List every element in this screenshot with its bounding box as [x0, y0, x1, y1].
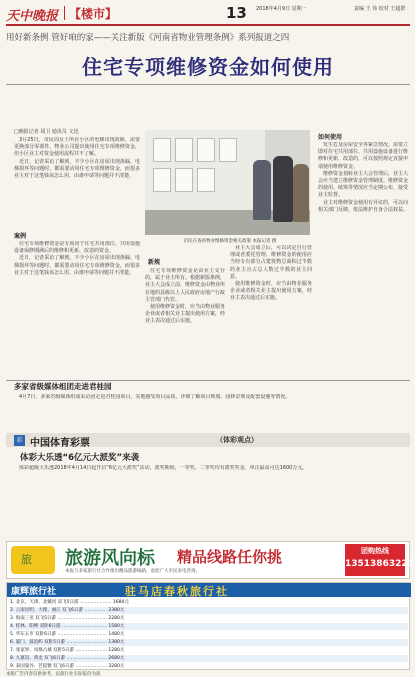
- notice-paper: [197, 168, 215, 192]
- notice-paper: [153, 138, 171, 162]
- lottery-title: 中国体育彩票: [30, 438, 90, 449]
- headline-rule: [6, 84, 410, 85]
- photo-caption: 市民在查看物业维修资金相关政策 本报记者 摄: [183, 239, 277, 244]
- paragraph: 使用维修资金时，应当由物业服务企业或者相关业主提出使用方案，经业主表决通过后实施。: [145, 304, 225, 325]
- paragraph: 4月7日，多家省级媒体组成采访团走进君桂园项目，实地感受项目品质，详细了解项目规划、园林景观及配套设施等情况。: [19, 394, 291, 400]
- masthead: [6, 4, 410, 26]
- subhead-case: 案例: [14, 233, 27, 240]
- paragraph: 业主对维修资金使用有异议的，可以向相关部门反映，依法维护自身合法权益。: [318, 199, 408, 213]
- paragraph: 维修资金划转业主大会管理后，业主大会应当建立维修资金管理制度。维修资金的使用、续筹等情况应当定期公布，接受业主监督。: [318, 170, 408, 199]
- travel-row: 3. 海南三亚 双飞5日游 …………………………… 2280元: [10, 616, 125, 621]
- band-article: [14, 394, 404, 430]
- ad-title: 旅游风向标: [65, 548, 155, 569]
- travel-agency-name: 驻马店春秋旅行社: [125, 585, 229, 598]
- travel-row: 9. 泰国曼谷、芭提雅 双飞6日游 ………………… 3280元: [10, 664, 125, 669]
- hotline-number[interactable]: 13513863223: [345, 559, 414, 569]
- section-title: 【楼市】: [69, 7, 118, 21]
- travel-header: [7, 583, 411, 597]
- paragraph: 住宅专项维修资金是专项用于住宅共用部位、共用设施设备保修期满后的维修和更新、改造的资金。: [14, 241, 140, 255]
- notice-paper: [197, 138, 215, 162]
- ad-description: 本报与多家旅行社合作推出精品旅游线路，欢迎广大市民来电咨询。: [65, 569, 200, 574]
- subhead-usage: 如何使用: [318, 134, 343, 141]
- lottery-article: [14, 465, 404, 537]
- article-right: [318, 142, 408, 374]
- notice-paper: [175, 138, 193, 162]
- ad-logo: 旅: [11, 546, 55, 574]
- person-figure: [293, 164, 309, 222]
- lottery-subtitle: （体彩观点）: [216, 436, 258, 444]
- newspaper-logo: 天中晚报: [6, 9, 59, 24]
- editor-line: 责编 王 伟 校对 王超群: [354, 6, 406, 12]
- lottery-mark: 彩: [14, 435, 25, 446]
- band-title: 多家省级媒体组团走进君桂园: [14, 382, 112, 391]
- travel-ad[interactable]: [6, 541, 414, 579]
- paragraph: 3月25日，市民周女士所在小区的电梯出现故障，需要更换部分零部件。物业公司提出使用住宅专项维修资金，但小区业主对资金使用流程并不了解。: [14, 137, 140, 158]
- notice-paper: [219, 138, 237, 162]
- paragraph: 发生危及房屋安全等紧急情况，需要立即对住宅共用部位、共用设施设备进行维修和更新、改造的，可以按照规定直接申请使用维修资金。: [318, 142, 408, 170]
- page-footer: 本版广告内容仅供参考，以旅行社实际报价为准: [6, 672, 101, 677]
- paragraph: 近日，记者采访了解到，不少小区在房屋出现渗漏、电梯损坏等问题时，都需要动用住宅专项维修资金，而很多业主对于这笔钱该怎么用、由谁申请等问题并不清楚。: [14, 158, 140, 180]
- paragraph: 使用维修资金时，应当由物业服务企业或者相关业主提出使用方案，经业主表决通过后实施。: [230, 281, 312, 302]
- travel-table: [6, 582, 410, 670]
- notice-paper: [175, 168, 193, 192]
- main-headline: 住宅专项维修资金如何使用: [82, 55, 334, 79]
- news-photo: [145, 130, 310, 235]
- article-intro: [14, 137, 140, 225]
- hotline-label: 团购热线: [361, 547, 389, 555]
- person-figure: [273, 156, 293, 222]
- paragraph: 住宅专项维修资金是由业主交存的，属于业主所有。根据新版条例，业主大会成立前，维修资金由物业所在地的县级以上人民政府房地产行政主管部门代管。: [145, 268, 225, 303]
- page-number: 13: [226, 4, 247, 22]
- lottery-headline: 体彩大乐透“6亿元大派奖”来袭: [20, 453, 140, 463]
- travel-row: 8. 九寨沟、黄龙 双飞6日游 ……………………… 2680元: [10, 655, 408, 662]
- travel-brand: 康辉旅行社: [11, 587, 57, 597]
- article-middle-b: [230, 245, 312, 374]
- travel-row: 4. 桂林、阳朔 双卧6日游 ………………………… 1580元: [10, 623, 408, 630]
- article-middle-a: [145, 268, 225, 374]
- travel-row: 7. 张家界、凤凰古城 双卧5日游 ………………… 1280元: [10, 648, 125, 653]
- article-case: [14, 241, 140, 374]
- series-line: 用好新条例 管好咱的家——关注新版《河南省物业管理条例》系列报道之四: [6, 33, 290, 43]
- paragraph: 业主大会成立后，可以决定自行管理或者委托管理，维修资金的使用应当经专有部分占建筑物总面积过半数的业主且占总人数过半数的业主同意。: [230, 245, 312, 280]
- ad-slogan: 精品线路任你挑: [177, 548, 283, 566]
- travel-row: 6. 厦门、鼓浪屿 双卧5日游 ……………………… 1380元: [10, 639, 408, 646]
- travel-row: 5. 华东五市 双卧6日游 …………………………… 1480元: [10, 632, 125, 637]
- travel-row: 2. 云南昆明、大理、丽江 双飞6日游 …………… 2380元: [10, 607, 408, 614]
- paragraph: 体彩超级大乐透2018年4月14日起开启“6亿元大派奖”活动，派奖期间，一等奖、二等奖均有派奖奖金，单注最高可达1600万元。: [19, 465, 308, 471]
- person-figure: [253, 160, 271, 220]
- lottery-bar: [6, 433, 410, 447]
- issue-date: 2018年4月9日 星期一: [256, 6, 307, 12]
- subhead-rules: 新规: [148, 259, 161, 266]
- news-band: [6, 380, 410, 392]
- hotline-box[interactable]: [345, 544, 414, 576]
- masthead-divider: [64, 6, 65, 20]
- byline: □晚报记者 胡卫 通讯员 文迅: [14, 129, 79, 135]
- paragraph: 近日，记者采访了解到，不少小区在房屋出现渗漏、电梯损坏等问题时，都需要动用住宅专项维修资金，而很多业主对于这笔钱该怎么用、由谁申请等问题并不清楚。: [14, 255, 140, 276]
- notice-paper: [153, 168, 171, 192]
- travel-row: 1. 北京、天津、北戴河 双飞5日游 ………………… 1680元: [10, 600, 129, 605]
